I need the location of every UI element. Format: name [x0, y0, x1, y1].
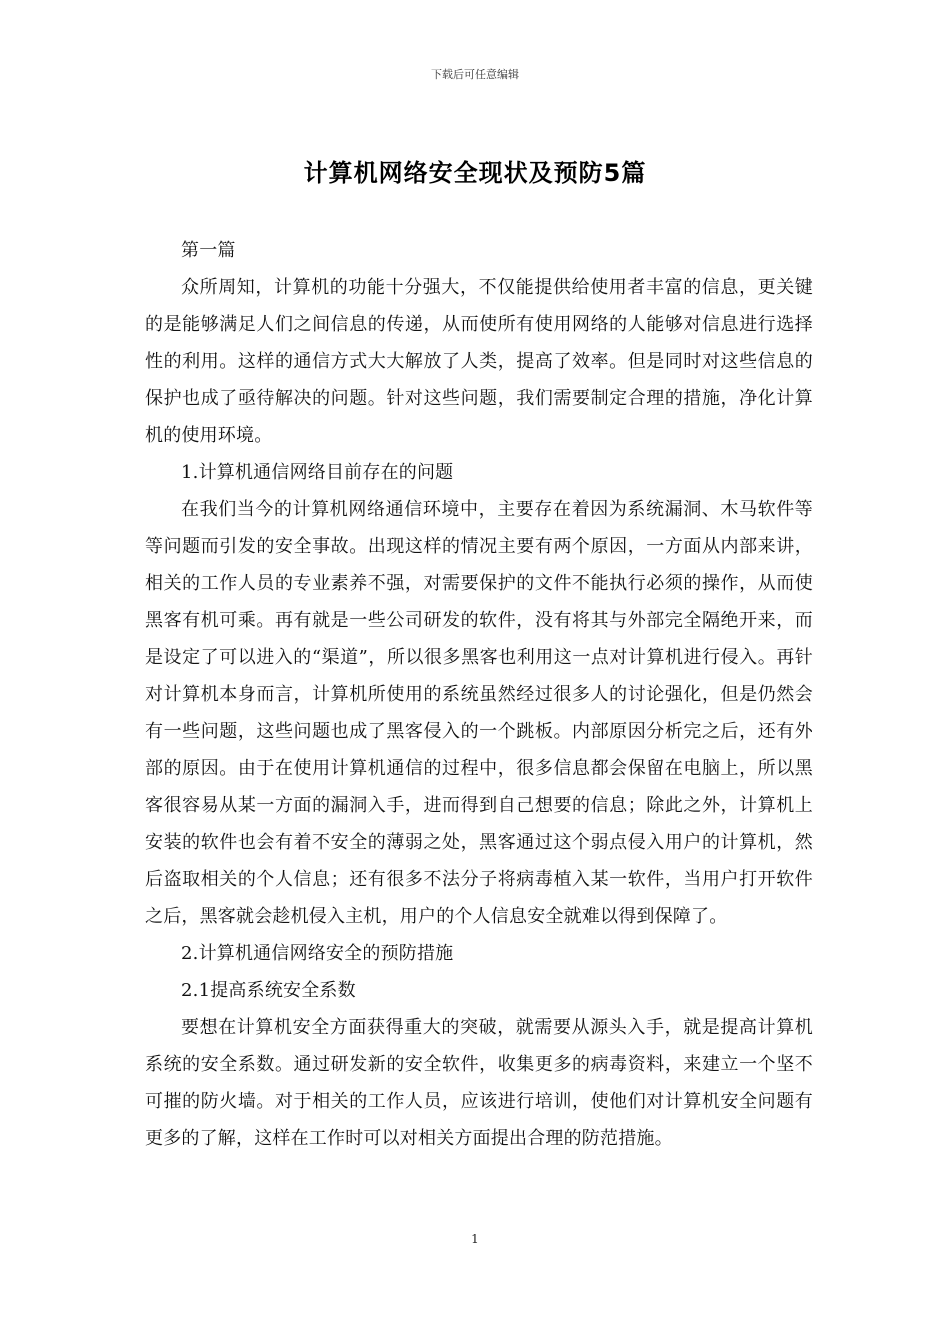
- subheading-security-coefficient: 2.1提高系统安全系数: [181, 980, 356, 1001]
- subheading-problems: 1.计算机通信网络目前存在的问题: [181, 462, 454, 483]
- section-heading-first: 第一篇: [181, 240, 236, 261]
- body-paragraph: 要想在计算机安全方面获得重大的突破，就需要从源头入手，就是提高计算机系统的安全系数。通过研发新的安全软件，收集更多的病毒资料，来建立一个坚不可摧的防火墙。对于相关的工作人员，应该进行培训，使他们对计算机安全问题有更多的了解，这样在工作时可以对相关方面提出合理的防范措施。: [145, 1017, 813, 1149]
- document-body: [145, 232, 813, 1157]
- page-number: 1: [471, 1232, 479, 1246]
- body-paragraph: 在我们当今的计算机网络通信环境中，主要存在着因为系统漏洞、木马软件等等问题而引发的安全事故。出现这样的情况主要有两个原因，一方面从内部来讲，相关的工作人员的专业素养不强，对需要保护的文件不能执行必须的操作，从而使黑客有机可乘。再有就是一些公司研发的软件，没有将其与外部完全隔绝开来，而是设定了可以进入的“渠道”，所以很多黑客也利用这一点对计算机进行侵入。再针对计算机本身而言，计算机所使用的系统虽然经过很多人的讨论强化，但是仍然会有一些问题，这些问题也成了黑客侵入的一个跳板。内部原因分析完之后，还有外部的原因。由于在使用计算机通信的过程中，很多信息都会保留在电脑上，所以黑客很容易从某一方面的漏洞入手，进而得到自己想要的信息；除此之外，计算机上安装的软件也会有着不安全的薄弱之处，黑客通过这个弱点侵入用户的计算机，然后盗取相关的个人信息；还有很多不法分子将病毒植入某一软件，当用户打开软件之后，黑客就会趁机侵入主机，用户的个人信息安全就难以得到保障了。: [145, 499, 813, 927]
- document-title: 计算机网络安全现状及预防5篇: [303, 159, 647, 187]
- header-note: 下载后可任意编辑: [431, 68, 519, 81]
- subheading-prevention: 2.计算机通信网络安全的预防措施: [181, 943, 454, 964]
- body-paragraph: 众所周知，计算机的功能十分强大，不仅能提供给使用者丰富的信息，更关键的是能够满足人们之间信息的传递，从而使所有使用网络的人能够对信息进行选择性的利用。这样的通信方式大大解放了人类，提高了效率。但是同时对这些信息的保护也成了亟待解决的问题。针对这些问题，我们需要制定合理的措施，净化计算机的使用环境。: [145, 277, 813, 446]
